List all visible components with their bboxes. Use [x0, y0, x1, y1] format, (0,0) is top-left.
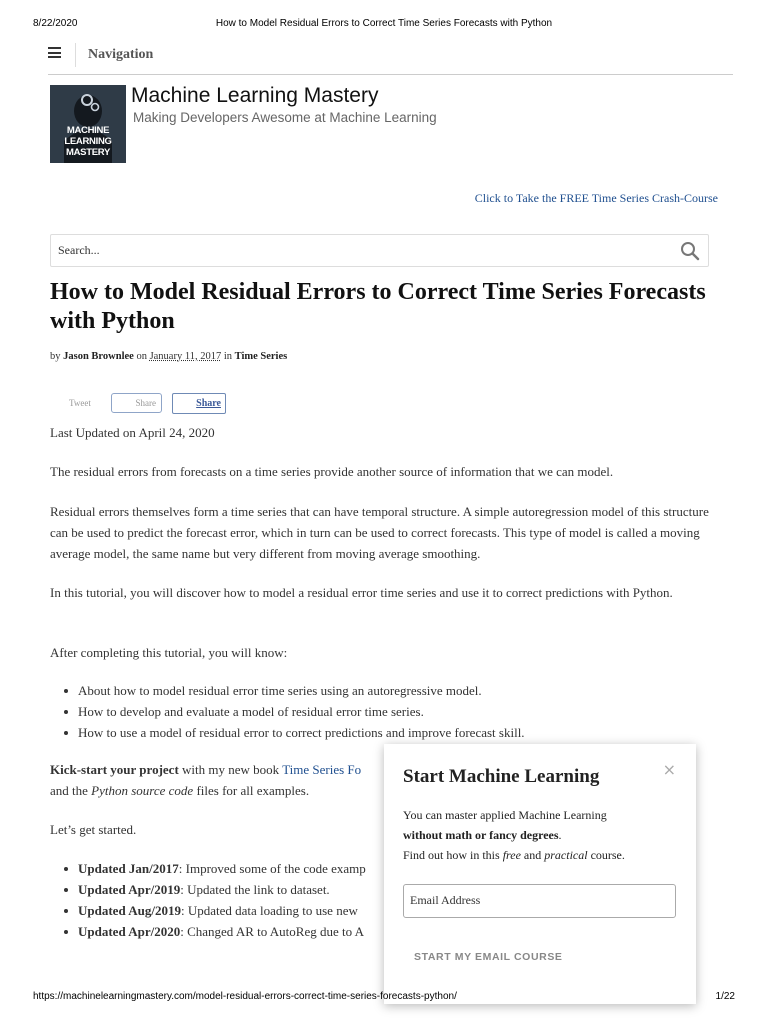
popup-body: You can master applied Machine Learning without math or fancy degrees. Find out how in this free and practical course.: [403, 808, 625, 862]
print-page-number: 1/22: [715, 991, 735, 1002]
byline: by Jason Brownlee on January 11, 2017 in Time Series: [50, 351, 288, 362]
paragraph: Let’s get started.: [50, 822, 137, 837]
start-email-course-button[interactable]: START MY EMAIL COURSE: [414, 951, 563, 963]
list-item: Updated Aug/2019: Updated data loading to use new: [50, 900, 720, 921]
tweet-button[interactable]: Tweet: [69, 398, 91, 408]
list-item: How to develop and evaluate a model of residual error time series.: [50, 701, 720, 722]
list-item: Updated Jan/2017: Improved some of the code examp: [50, 858, 720, 879]
nav-underline: [48, 74, 733, 75]
nav-divider: [75, 43, 76, 67]
search-box[interactable]: [50, 234, 709, 267]
paragraph: In this tutorial, you will discover how to model a residual error time series and use it to correct predictions with Python.: [50, 585, 673, 600]
site-logo[interactable]: [50, 85, 126, 163]
close-icon[interactable]: ×: [662, 760, 676, 779]
email-signup-popup: [384, 744, 696, 1004]
popup-title: Start Machine Learning: [403, 766, 600, 787]
book-link[interactable]: Time Series Fo: [282, 762, 362, 777]
email-field[interactable]: Email Address: [403, 884, 676, 918]
list-item: Updated Apr/2020: Changed AR to AutoReg due to A: [50, 921, 720, 942]
logo-text: MACHINE LEARNING MASTERY: [64, 125, 112, 158]
category-link[interactable]: Time Series: [234, 351, 288, 362]
search-icon[interactable]: [680, 241, 700, 261]
print-date: 8/22/2020: [33, 18, 78, 29]
site-tagline: Making Developers Awesome at Machine Learning: [133, 110, 437, 125]
navigation-label[interactable]: Navigation: [88, 47, 154, 62]
search-input[interactable]: Search...: [58, 243, 100, 257]
post-date: January 11, 2017: [149, 351, 222, 362]
site-title[interactable]: Machine Learning Mastery: [131, 84, 379, 107]
crash-course-link[interactable]: Click to Take the FREE Time Series Crash-Course: [474, 191, 718, 205]
paragraph: The residual errors from forecasts on a time series provide another source of information that we can model.: [50, 464, 614, 479]
list-item: How to use a model of residual error to correct predictions and improve forecast skill.: [50, 722, 720, 743]
list-item: Updated Apr/2019: Updated the link to dataset.: [50, 879, 720, 900]
paragraph: Residual errors themselves form a time series that can have temporal structure. A simple autoregression model of this structure can be used to predict the forecast error, which in turn can be used to correct forecasts. This type of model is called a moving average model, the same name but very different from moving average smoothing.: [50, 504, 709, 561]
print-url: https://machinelearningmastery.com/model-residual-errors-correct-time-series-forecasts-python/: [33, 991, 457, 1002]
article-title: How to Model Residual Errors to Correct Time Series Forecasts with Python: [50, 279, 706, 334]
print-title: How to Model Residual Errors to Correct Time Series Forecasts with Python: [215, 18, 553, 29]
list-item: About how to model residual error time series using an autoregressive model.: [50, 680, 720, 701]
share-button[interactable]: Share: [111, 393, 162, 413]
paragraph: After completing this tutorial, you will know:: [50, 645, 288, 660]
facebook-share-button[interactable]: Share: [172, 393, 226, 414]
hamburger-menu-icon[interactable]: [48, 47, 61, 58]
author-link[interactable]: Jason Brownlee: [63, 351, 134, 362]
last-updated: Last Updated on April 24, 2020: [50, 425, 215, 440]
learning-outcomes-list: [50, 680, 720, 743]
kickstart-paragraph: Kick-start your project with my new book Time Series Fo and the Python source code files for all examples.: [50, 762, 362, 798]
